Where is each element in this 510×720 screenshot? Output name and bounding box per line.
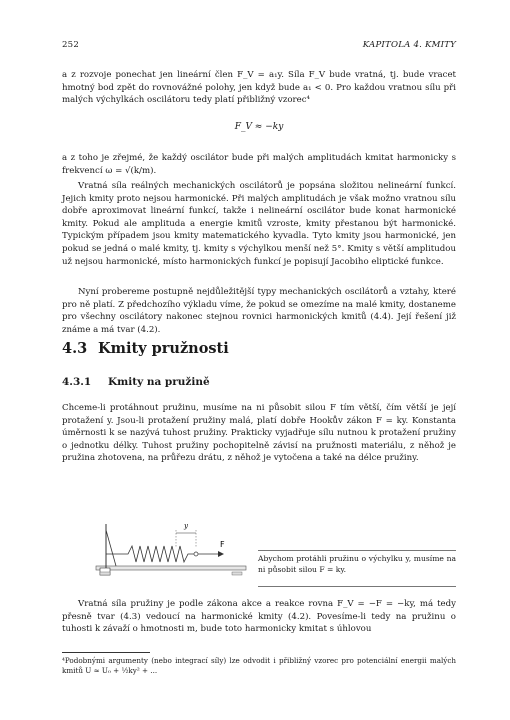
spring-figure <box>92 516 252 586</box>
section-heading <box>62 340 229 357</box>
paragraph-restoring-spring: Vratná síla pružiny je podle zákona akce a reakce rovna F_V = −F = −ky, má tedy přesně tvar (4.3) vedoucí na harmonické kmity (4.2). Povesíme-li tedy na pružinu o tuhosti k závaží o hmotnosti m, bude toto harmonicky kmitat s úhlovou <box>62 599 456 635</box>
equation-restoring-force: F_V ≈ −ky <box>234 122 284 132</box>
subsection-title: Kmity na pružině <box>108 376 210 388</box>
running-head: KAPITOLA 4. KMITY <box>362 40 456 50</box>
paragraph-overview: Nyní probereme postupně nejdůležitější typy mechanických oscilátorů a vztahy, které pro ně platí. Z předchozího výkladu víme, že pokud se omezíme na malé kmity, dostaneme pro všechny oscilátory nakonec stejnou rovnici harmonických kmitů (4.4). Její řešení již známe a má tvar (4.2). <box>62 287 456 335</box>
footnote-rule <box>62 652 150 653</box>
end-point <box>194 552 198 556</box>
section-title: Kmity pružnosti <box>98 340 229 357</box>
label-y: y <box>184 522 188 530</box>
rail-foot-right <box>232 572 242 575</box>
paragraph-harmonic: a z toho je zřejmé, že každý oscilátor bude při malých amplitudách kmitat harmonicky s frekvencí ω = √(k/m). <box>62 153 456 176</box>
subsection-number: 4.3.1 <box>62 376 92 388</box>
rail <box>96 566 246 570</box>
label-F: F <box>220 540 225 549</box>
caption-rule <box>258 586 456 587</box>
spring <box>106 546 196 562</box>
footnote: ⁴Podobnými argumenty (nebo integrací síly) lze odvodit i přibližný vzorec pro potenciální energii malých kmitů U ≈ U₀ + ½ky² + ... <box>62 656 456 675</box>
subsection-heading <box>62 376 210 388</box>
figure-caption: Abychom protáhli pružinu o výchylku y, musíme na ni působit silou F = ky. <box>258 550 456 575</box>
section-number: 4.3 <box>62 340 88 357</box>
paragraph-hooke: Chceme-li protáhnout pružinu, musíme na ni působit silou F tím větší, čím větší je její protažení y. Jsou-li protažení pružiny malá, platí dobře Hookův zákon F = ky. Konstanta úměrnosti k se nazývá tuhost pružiny. Prakticky vyjadřuje sílu nutnou k protažení pružiny o jednotku délky. Tuhost pružiny pochopitelně závisí na pružnosti materiálu, z něhož je pružina zhotovena, na průřezu drátu, z něhož je vytočena a také na délce pružiny. <box>62 403 456 464</box>
page-number: 252 <box>62 40 80 50</box>
paragraph-real-oscillators: Vratná síla reálných mechanických oscilátorů je popsána složitou nelineární funkcí. Jejich kmity proto nejsou harmonické. Při malých amplitudách je však možno vratnou sílu dobře aproximovat lineární funkcí, takže i nelineární oscilátor bude konat harmonické kmity. Pokud ale amplituda a energie kmitů vzroste, kmity přestanou být harmonické. Typickým případem jsou kmity matematického kyvadla. Tyto kmity jsou harmonické, jen pokud se jedná o malé kmity, tj. kmity s výchylkou menší než 5°. Kmity s větší amplitudou už nejsou harmonické, místo harmonických funkcí je popisují Jacobiho eliptické funkce. <box>62 181 456 267</box>
wall-brace <box>106 530 116 566</box>
rail-foot-left <box>100 572 110 575</box>
paragraph-intro: a z rozvoje ponechat jen lineární člen F_V = a₁y. Síla F_V bude vratná, tj. bude vracet hmotný bod zpět do rovnovážné polohy, jen když bude a₁ < 0. Pro každou vratnou sílu při malých výchylkách oscilátoru tedy platí přibližný vzorec⁴ <box>62 70 456 106</box>
force-arrowhead <box>218 551 224 557</box>
